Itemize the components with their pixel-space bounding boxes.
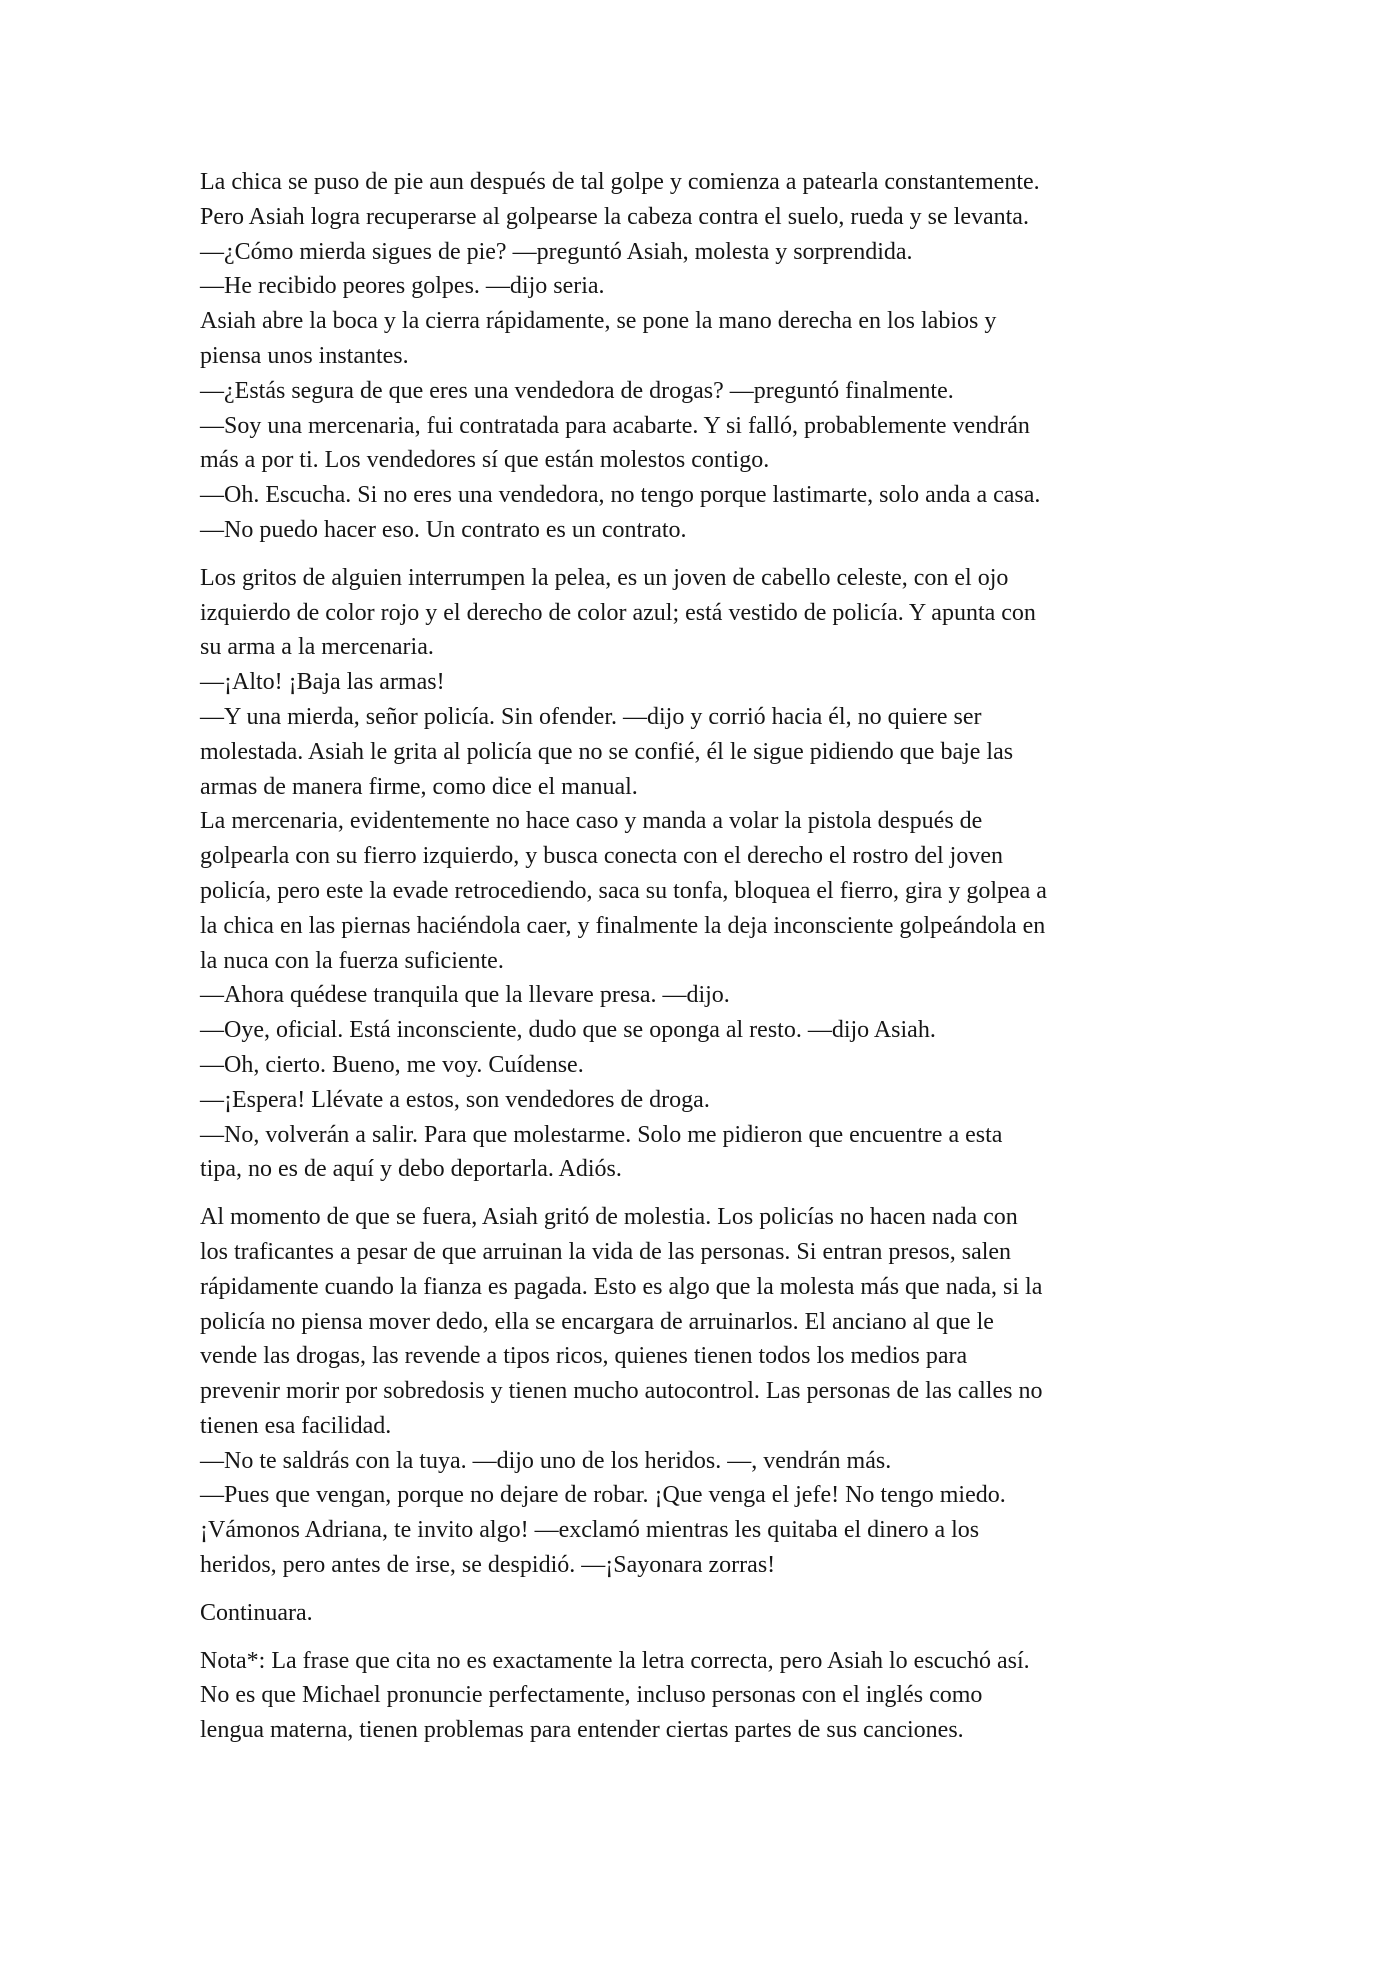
text-line: policía, pero este la evade retrocediendo, saca su tonfa, bloquea el fierro, gira y golpea a bbox=[200, 877, 1047, 904]
text-line: —Pues que vengan, porque no dejare de robar. ¡Que venga el jefe! No tengo miedo. bbox=[200, 1482, 1006, 1509]
paragraph-police bbox=[200, 561, 1220, 1187]
text-line: —Oh. Escucha. Si no eres una vendedora, no tengo porque lastimarte, solo anda a casa. bbox=[200, 482, 1041, 509]
text-line: izquierdo de color rojo y el derecho de color azul; está vestido de policía. Y apunta con bbox=[200, 599, 1036, 626]
text-line: la nuca con la fuerza suficiente. bbox=[200, 947, 504, 974]
text-line: —Ahora quédese tranquila que la llevare presa. —dijo. bbox=[200, 982, 730, 1009]
text-line: —¿Cómo mierda sigues de pie? —preguntó Asiah, molesta y sorprendida. bbox=[200, 238, 913, 265]
text-line: armas de manera firme, como dice el manual. bbox=[200, 773, 638, 800]
text-line: su arma a la mercenaria. bbox=[200, 634, 434, 661]
text-line: Nota*: La frase que cita no es exactamente la letra correcta, pero Asiah lo escuchó así. bbox=[200, 1647, 1030, 1674]
text-line: vende las drogas, las revende a tipos ricos, quienes tienen todos los medios para bbox=[200, 1343, 968, 1370]
text-line: Asiah abre la boca y la cierra rápidamente, se pone la mano derecha en los labios y bbox=[200, 308, 997, 335]
text-line: golpearla con su fierro izquierdo, y busca conecta con el derecho el rostro del joven bbox=[200, 843, 1004, 870]
paragraph-fight bbox=[200, 165, 1220, 548]
text-line: La chica se puso de pie aun después de tal golpe y comienza a patearla constantemente. bbox=[200, 169, 1040, 195]
paragraph-aftermath bbox=[200, 1200, 1220, 1583]
text-line: más a por ti. Los vendedores sí que están molestos contigo. bbox=[200, 447, 770, 474]
text-line: heridos, pero antes de irse, se despidió. —¡Sayonara zorras! bbox=[200, 1552, 776, 1579]
text-line: —Y una mierda, señor policía. Sin ofender. —dijo y corrió hacia él, no quiere ser bbox=[200, 703, 982, 730]
text-line: tipa, no es de aquí y debo deportarla. Adiós. bbox=[200, 1156, 622, 1183]
document-page bbox=[200, 165, 1220, 1761]
text-line: —No puedo hacer eso. Un contrato es un contrato. bbox=[200, 516, 687, 543]
text-line: —No, volverán a salir. Para que molestarme. Solo me pidieron que encuentre a esta bbox=[200, 1121, 1003, 1148]
text-line: Continuara. bbox=[200, 1599, 313, 1626]
text-line: la chica en las piernas haciéndola caer, y finalmente la deja inconsciente golpeándola en bbox=[200, 912, 1046, 939]
paragraph-continuara bbox=[200, 1596, 1220, 1631]
text-line: —¿Estás segura de que eres una vendedora de drogas? —preguntó finalmente. bbox=[200, 377, 954, 404]
text-line: No es que Michael pronuncie perfectamente, incluso personas con el inglés como bbox=[200, 1682, 983, 1709]
text-line: los traficantes a pesar de que arruinan la vida de las personas. Si entran presos, salen bbox=[200, 1238, 1012, 1265]
text-line: piensa unos instantes. bbox=[200, 342, 409, 369]
text-line: tienen esa facilidad. bbox=[200, 1412, 392, 1439]
text-line: Los gritos de alguien interrumpen la pelea, es un joven de cabello celeste, con el ojo bbox=[200, 564, 1009, 591]
text-line: policía no piensa mover dedo, ella se encargara de arruinarlos. El anciano al que le bbox=[200, 1308, 994, 1335]
text-line: —¡Alto! ¡Baja las armas! bbox=[200, 669, 445, 696]
text-line: —He recibido peores golpes. —dijo seria. bbox=[200, 273, 605, 300]
text-line: —¡Espera! Llévate a estos, son vendedores de droga. bbox=[200, 1086, 710, 1113]
text-line: —Oh, cierto. Bueno, me voy. Cuídense. bbox=[200, 1051, 584, 1078]
text-line: —Soy una mercenaria, fui contratada para acabarte. Y si falló, probablemente vendrán bbox=[200, 412, 1030, 439]
text-line: La mercenaria, evidentemente no hace caso y manda a volar la pistola después de bbox=[200, 808, 983, 835]
text-line: rápidamente cuando la fianza es pagada. Esto es algo que la molesta más que nada, si la bbox=[200, 1273, 1043, 1300]
text-line: —Oye, oficial. Está inconsciente, dudo que se oponga al resto. —dijo Asiah. bbox=[200, 1017, 936, 1044]
paragraph-note bbox=[200, 1644, 1220, 1748]
text-line: —No te saldrás con la tuya. —dijo uno de los heridos. —, vendrán más. bbox=[200, 1447, 892, 1474]
text-line: Pero Asiah logra recuperarse al golpearse la cabeza contra el suelo, rueda y se levanta. bbox=[200, 203, 1029, 230]
text-line: ¡Vámonos Adriana, te invito algo! —exclamó mientras les quitaba el dinero a los bbox=[200, 1517, 980, 1544]
text-line: Al momento de que se fuera, Asiah gritó de molestia. Los policías no hacen nada con bbox=[200, 1204, 1018, 1231]
text-line: molestada. Asiah le grita al policía que no se confié, él le sigue pidiendo que baje las bbox=[200, 738, 1014, 765]
text-line: prevenir morir por sobredosis y tienen mucho autocontrol. Las personas de las calles no bbox=[200, 1378, 1043, 1405]
text-line: lengua materna, tienen problemas para entender ciertas partes de sus canciones. bbox=[200, 1717, 964, 1744]
